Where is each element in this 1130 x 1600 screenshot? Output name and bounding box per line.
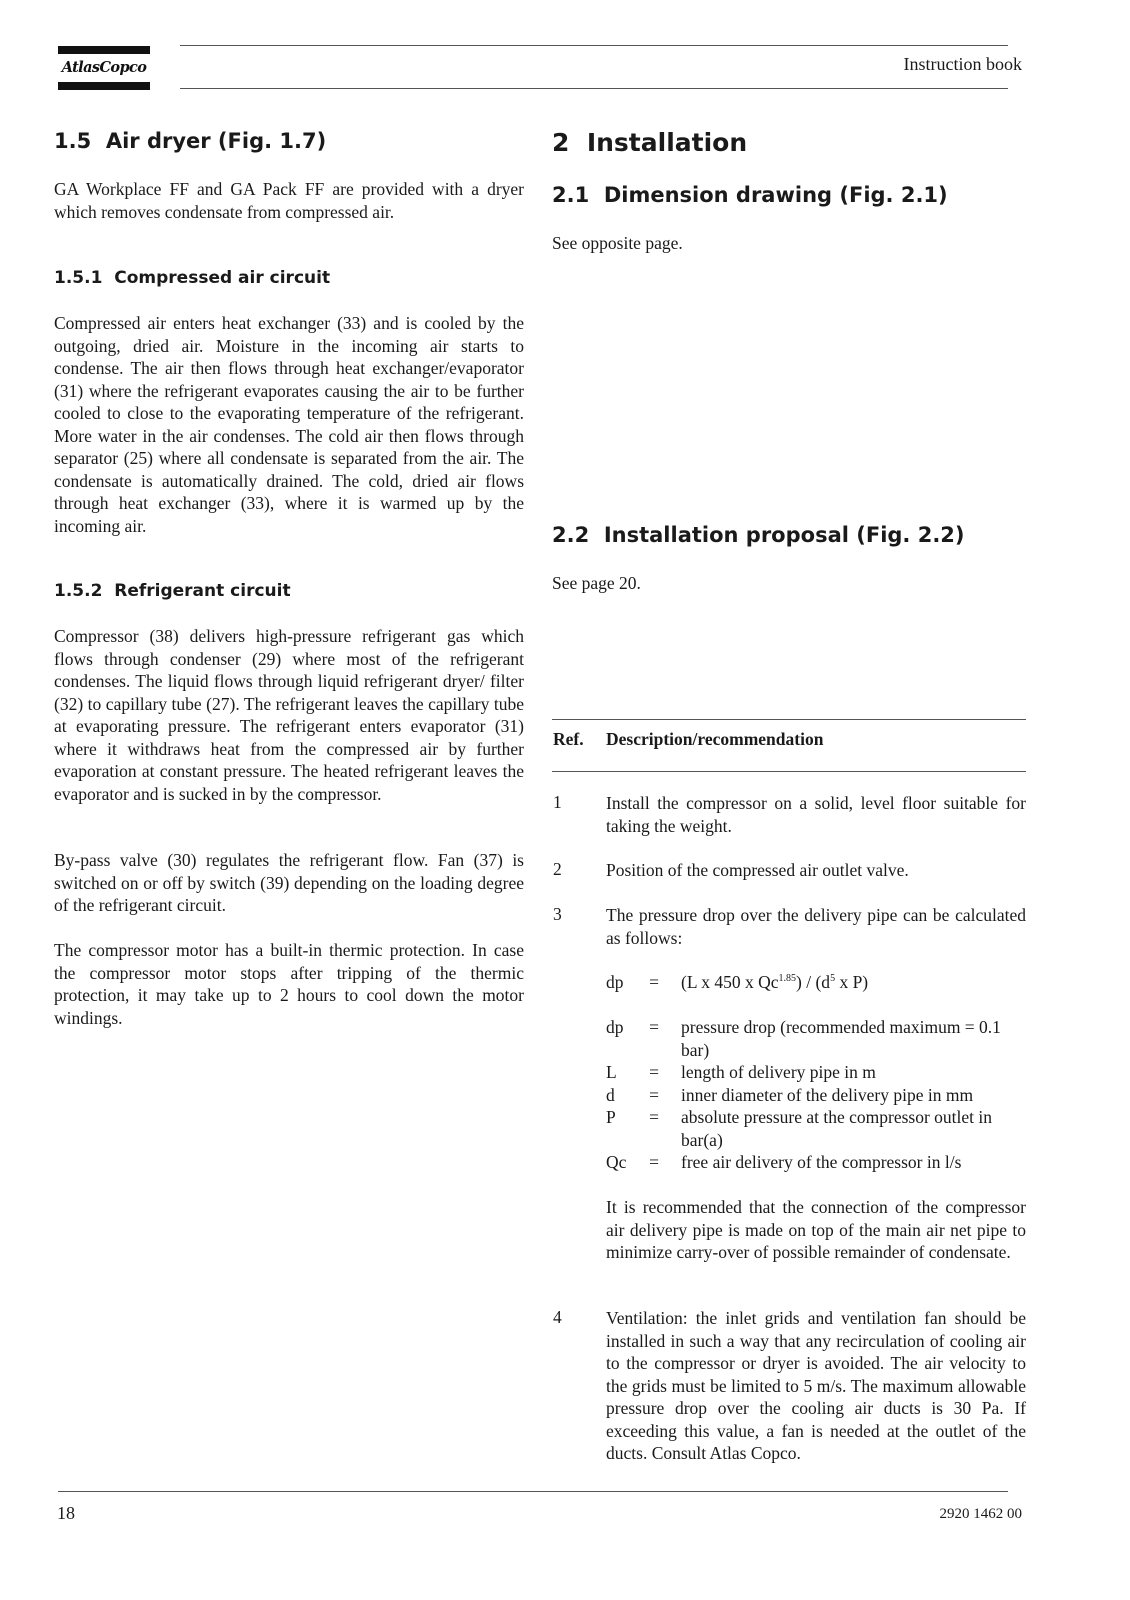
atlas-copco-logo — [58, 46, 150, 90]
ref-number: 4 — [553, 1307, 562, 1327]
section-1-5-2-paragraph-2: By-pass valve (30) regulates the refrigerant flow. Fan (37) is switched on or off by switch (39) depending on the loading degree of the refrigerant circuit. — [54, 850, 524, 915]
section-number: 1.5 — [54, 129, 92, 153]
section-2-2-heading — [552, 523, 965, 547]
formula-exponent: 5 — [830, 973, 836, 985]
formula-rhs-part: x P) — [835, 972, 869, 992]
ref-number: 3 — [553, 904, 562, 924]
section-1-5-heading — [54, 129, 326, 153]
ref-number: 1 — [553, 792, 562, 812]
definition-symbol: Qc — [606, 1152, 627, 1172]
definition-equals: = — [649, 1017, 659, 1037]
section-2-2-paragraph: See page 20. — [552, 573, 641, 593]
page-number: 18 — [57, 1503, 75, 1523]
table-rule-top — [552, 719, 1026, 720]
section-number: 1.5.2 — [54, 581, 103, 601]
logo-text: AtlasCopco — [61, 59, 147, 76]
section-2-heading — [552, 128, 747, 157]
header-title: Instruction book — [903, 54, 1022, 74]
section-number: 2 — [552, 128, 570, 157]
logo-bar-top — [58, 46, 150, 54]
header-rule-top — [180, 45, 1008, 46]
section-1-5-2-paragraph-3: The compressor motor has a built-in thermic protection. In case the compressor motor stops after tripping of the thermic protection, it may take up to 2 hours to cool down the motor windings. — [54, 940, 524, 1028]
section-1-5-paragraph: GA Workplace FF and GA Pack FF are provided with a dryer which removes condensate from compressed air. — [54, 179, 524, 222]
section-1-5-2-paragraph-1: Compressor (38) delivers high-pressure refrigerant gas which flows through condenser (29) where most of the refrigerant condenses. The liquid flows through liquid refrigerant dryer/ filter (32) to capillary tube (27). The refrigerant leaves the capillary tube at evaporating pressure. The refrigerant enters evaporator (31) where it withdraws heat from the compressed air by further evaporation at constant pressure. The heated refrigerant leaves the evaporator and is sucked in by the compressor. — [54, 626, 524, 804]
ref-number: 2 — [553, 859, 562, 879]
logo-bar-bottom — [58, 82, 150, 90]
formula-exponent: 1.85 — [778, 973, 797, 985]
ref-description: Position of the compressed air outlet valve. — [606, 860, 909, 880]
definition-symbol: L — [606, 1062, 617, 1082]
definition-equals: = — [649, 1062, 659, 1082]
section-number: 1.5.1 — [54, 268, 103, 288]
section-title: Refrigerant circuit — [114, 581, 291, 601]
section-1-5-1-heading — [54, 268, 330, 288]
document-number: 2920 1462 00 — [939, 1506, 1022, 1522]
section-title: Compressed air circuit — [114, 268, 331, 288]
formula-equals: = — [649, 972, 659, 992]
section-number: 2.2 — [552, 523, 590, 547]
definition-text: inner diameter of the delivery pipe in mm — [681, 1085, 974, 1105]
section-title: Air dryer (Fig. 1.7) — [105, 129, 327, 153]
formula-row — [606, 971, 1026, 994]
section-title: Installation — [586, 128, 748, 157]
section-title: Dimension drawing (Fig. 2.1) — [603, 183, 948, 207]
definition-equals: = — [649, 1107, 659, 1127]
definition-row — [606, 1084, 1026, 1107]
definition-equals: = — [649, 1085, 659, 1105]
definition-equals: = — [649, 1152, 659, 1172]
table-header-ref: Ref. — [553, 729, 584, 749]
recommendation-note: It is recommended that the connection of the compressor air delivery pipe is made on top of the main air net pipe to minimize carry-over of possible remainder of condensate. — [606, 1197, 1026, 1262]
section-title: Installation proposal (Fig. 2.2) — [603, 523, 965, 547]
table-header-description: Description/recommendation — [606, 729, 824, 749]
table-rule-header — [552, 771, 1026, 772]
definition-symbol: P — [606, 1107, 616, 1127]
section-2-1-paragraph: See opposite page. — [552, 233, 683, 253]
section-number: 2.1 — [552, 183, 590, 207]
section-1-5-2-heading — [54, 581, 291, 601]
ref-description: Ventilation: the inlet grids and ventilation fan should be installed in such a way that any recirculation of cooling air to the compressor or dryer is avoided. The air velocity to the grids must be limited to 5 m/s. The maximum allowable pressure drop over the cooling air ducts is 30 Pa. If exceeding this value, a fan is needed at the outlet of the ducts. Consult Atlas Copco. — [606, 1308, 1026, 1463]
definition-text: absolute pressure at the compressor outlet in bar(a) — [681, 1107, 993, 1150]
formula-rhs — [681, 971, 1033, 994]
section-1-5-1-paragraph: Compressed air enters heat exchanger (33) and is cooled by the outgoing, dried air. Moisture in the incoming air starts to condense. The air then flows through heat exchanger/evaporator (31) where the refrigerant evaporates causing the air to be further cooled to close to the evaporating temperature of the refrigerant. More water in the air condenses. The cold air then flows through separator (25) where all condensate is separated from the air. The condensate is automatically drained. The cold, dried air flows through heat exchanger (33), where it is warmed up by the incoming air. — [54, 313, 524, 536]
definition-row — [606, 1106, 1026, 1151]
definition-row — [606, 1061, 1026, 1084]
definition-row — [606, 1016, 1026, 1061]
formula-lhs: dp — [606, 972, 624, 992]
definition-text: free air delivery of the compressor in l/s — [681, 1152, 962, 1172]
definition-text: pressure drop (recommended maximum = 0.1 bar) — [681, 1017, 1001, 1060]
formula-rhs-part: ) / (d — [796, 972, 831, 992]
ref-description: The pressure drop over the delivery pipe can be calculated as follows: — [606, 905, 1026, 948]
footer-rule — [58, 1491, 1008, 1492]
definition-text: length of delivery pipe in m — [681, 1062, 876, 1082]
section-2-1-heading — [552, 183, 948, 207]
definition-row — [606, 1151, 1026, 1174]
formula-rhs-part: (L x 450 x Qc — [681, 972, 779, 992]
definition-symbol: d — [606, 1085, 615, 1105]
definition-symbol: dp — [606, 1017, 624, 1037]
header-rule-bottom — [180, 88, 1008, 89]
ref-description: Install the compressor on a solid, level floor suitable for taking the weight. — [606, 793, 1026, 836]
